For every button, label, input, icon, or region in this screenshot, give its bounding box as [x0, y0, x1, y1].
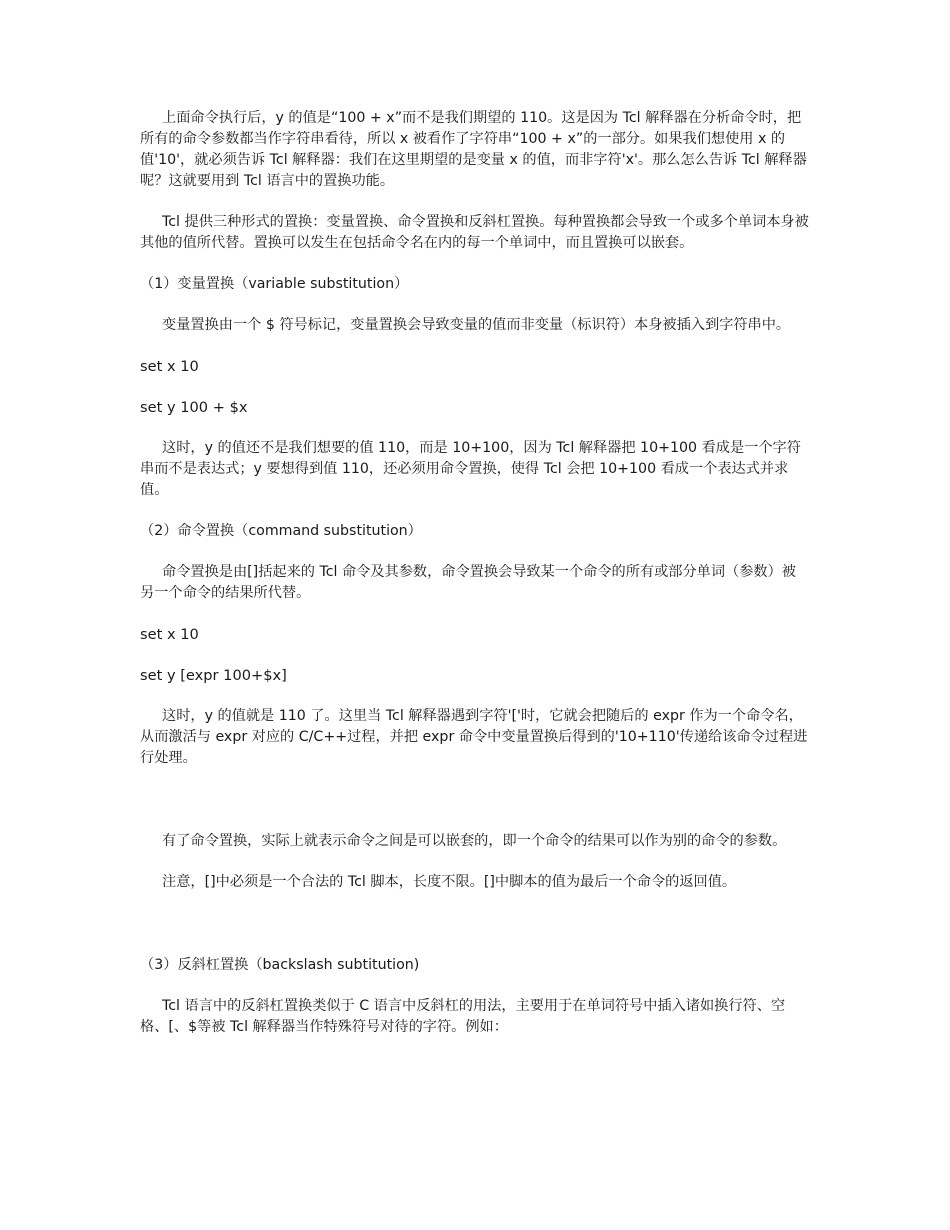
heading-variable-substitution: （1）变量置换（variable substitution） — [140, 276, 409, 292]
code-line: set x 10 — [140, 626, 199, 643]
paragraph-intro: 上面命令执行后，y 的值是“100 + x”而不是我们期望的 110。这是因为 Tcl 解释器在分析命令时，把所有的命令参数都当作字符串看待，所以 x 被看作了字符串“100 + x”的一部分。如果我们想使用 x 的值'10'，就必须告诉 Tcl 解释器：我们在这里期望的是变量 x 的值，而非字符'x'。那么怎么告诉 Tcl 解释器呢？这就要用到 Tcl 语言中的置换功能。 — [140, 110, 807, 189]
paragraph-command-substitution: 命令置换是由[]括起来的 Tcl 命令及其参数，命令置换会导致某一个命令的所有或部分单词（参数）被另一个命令的结果所代替。 — [140, 564, 796, 601]
code-line: set y [expr 100+$x] — [140, 667, 287, 684]
heading-command-substitution: （2）命令置换（command substitution） — [140, 523, 422, 539]
paragraph-nesting: 有了命令置换，实际上就表示命令之间是可以嵌套的，即一个命令的结果可以作为别的命令的参数。 — [162, 833, 787, 849]
code-line: set x 10 — [140, 358, 199, 375]
heading-backslash-substitution: （3）反斜杠置换（backslash subtitution) — [140, 957, 420, 973]
paragraph-substitution-types: Tcl 提供三种形式的置换：变量置换、命令置换和反斜杠置换。每种置换都会导致一个或多个单词本身被其他的值所代替。置换可以发生在包括命令名在内的每一个单词中，而且置换可以嵌套。 — [140, 214, 809, 251]
paragraph-backslash-substitution: Tcl 语言中的反斜杠置换类似于 C 语言中反斜杠的用法，主要用于在单词符号中插入诸如换行符、空格、[、$等被 Tcl 解释器当作特殊符号对待的字符。例如： — [140, 998, 786, 1035]
paragraph-variable-substitution: 变量置换由一个 $ 符号标记，变量置换会导致变量的值而非变量（标识符）本身被插入到字符串中。 — [162, 317, 791, 333]
paragraph-variable-result: 这时，y 的值还不是我们想要的值 110，而是 10+100，因为 Tcl 解释器把 10+100 看成是一个字符串而不是表达式；y 要想得到值 110，还必须用命令置换，使得 Tcl 会把 10+100 看成一个表达式并求值。 — [140, 440, 801, 498]
paragraph-note: 注意，[]中必须是一个合法的 Tcl 脚本，长度不限。[]中脚本的值为最后一个命令的返回值。 — [162, 874, 737, 890]
document-body — [140, 108, 810, 1038]
code-line: set y 100 + $x — [140, 399, 248, 416]
paragraph-command-result: 这时，y 的值就是 110 了。这里当 Tcl 解释器遇到字符'['时，它就会把随后的 expr 作为一个命令名，从而激活与 expr 对应的 C/C++过程，并把 expr 命令中变量置换后得到的'10+110'传递给该命令过程进行处理。 — [140, 708, 808, 766]
